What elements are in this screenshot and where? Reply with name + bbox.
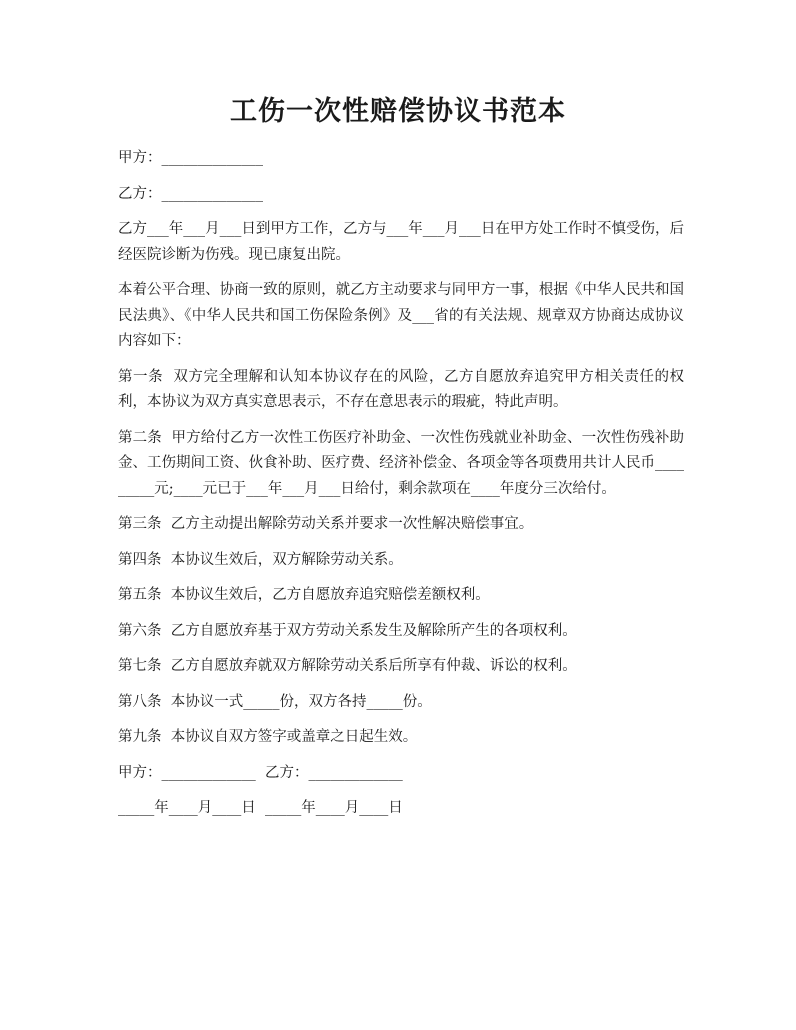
article-9: 第九条 本协议自双方签字或盖章之日起生效。 — [118, 729, 418, 745]
document-title: 工伤一次性赔偿协议书范本 — [230, 96, 566, 127]
background-paragraph: 乙方___年___月___日到甲方工作，乙方与___年___月___日在甲方处工作时不慎受伤，后经医院诊断为伤残。现已康复出院。 — [118, 221, 684, 263]
article-1: 第一条 双方完全理解和认知本协议存在的风险，乙方自愿放弃追究甲方相关责任的权利，本协议为双方真实意思表示，不存在意思表示的瑕疵，特此声明。 — [118, 368, 684, 410]
article-2: 第二条 甲方给付乙方一次性工伤医疗补助金、一次性伤残就业补助金、一次性伤残补助金、工伤期间工资、伙食补助、医疗费、经济补偿金、各项金等各项费用共计人民币_________元;____元已于___年___月___日给付，剩余款项在____年度分三次给付。 — [118, 429, 684, 497]
article-8: 第八条 本协议一式_____份，双方各持_____份。 — [118, 693, 432, 710]
article-4: 第四条 本协议生效后，双方解除劳动关系。 — [118, 551, 403, 568]
article-3: 第三条 乙方主动提出解除劳动关系并要求一次性解决赔偿事宜。 — [118, 516, 534, 532]
basis-paragraph: 本着公平合理、协商一致的原则，就乙方主动要求与同甲方一事，根据《中华人民共和国民法典》、《中华人民共和国工伤保险条例》及___省的有关法规、规章双方协商达成协议内容如下： — [118, 282, 684, 349]
party-a-line: 甲方：______________ — [118, 150, 263, 166]
article-6: 第六条 乙方自愿放弃基于双方劳动关系发生及解除所产生的各项权利。 — [118, 622, 577, 639]
article-7: 第七条 乙方自愿放弃就双方解除劳动关系后所享有仲裁、诉讼的权利。 — [118, 658, 577, 674]
date-line: _____年____月____日 _____年____月____日 — [118, 800, 403, 816]
party-b-line: 乙方：______________ — [118, 185, 263, 202]
signature-line: 甲方：_____________ 乙方：_____________ — [118, 764, 403, 781]
document-body — [118, 146, 684, 832]
article-5: 第五条 本协议生效后，乙方自愿放弃追究赔偿差额权利。 — [118, 587, 490, 603]
